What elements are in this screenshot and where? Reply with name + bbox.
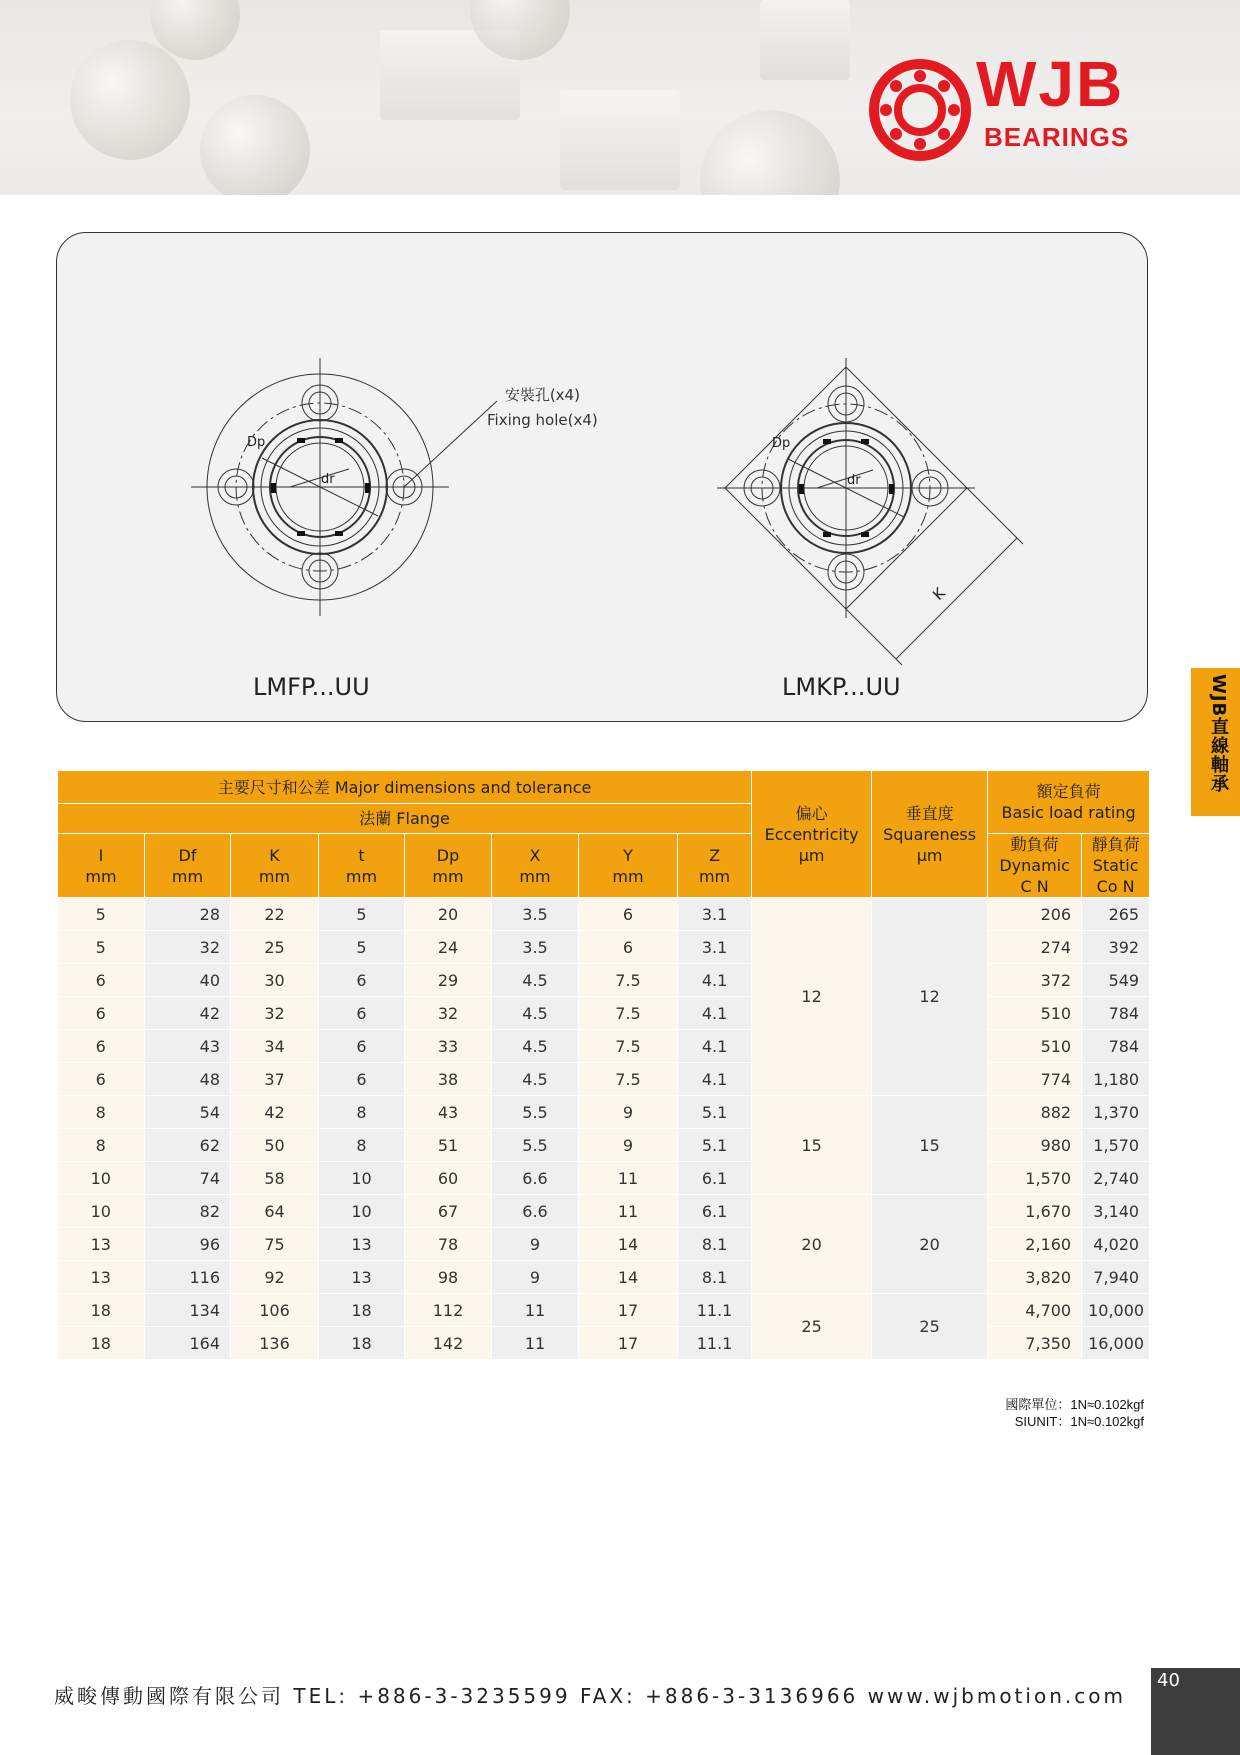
static-load-cell: 7,940: [1082, 1261, 1150, 1294]
table-cell: 40: [145, 964, 231, 997]
col-header: Dp mm: [405, 834, 492, 898]
table-cell: 10: [319, 1195, 405, 1228]
table-cell: 48: [145, 1063, 231, 1096]
unit-note-en: SIUNIT：1N≈0.102kgf: [1014, 1414, 1144, 1429]
eccentricity-cell: 20: [752, 1195, 872, 1294]
table-cell: 8: [319, 1096, 405, 1129]
table-cell: 17: [579, 1327, 678, 1360]
table-cell: 4.1: [678, 997, 752, 1030]
squareness-cell: 20: [872, 1195, 988, 1294]
table-cell: 112: [405, 1294, 492, 1327]
table-cell: 6: [579, 898, 678, 931]
eccentricity-header: 偏心 Eccentricity μm: [752, 771, 872, 898]
table-cell: 11: [492, 1294, 579, 1327]
dynamic-load-cell: 510: [988, 997, 1082, 1030]
table-cell: 17: [579, 1294, 678, 1327]
k-dimension-label: K: [929, 584, 949, 604]
table-cell: 74: [145, 1162, 231, 1195]
table-cell: 134: [145, 1294, 231, 1327]
table-cell: 4.1: [678, 1063, 752, 1096]
bearing-logo-icon: [868, 58, 972, 162]
squareness-cell: 12: [872, 898, 988, 1096]
table-cell: 6.6: [492, 1162, 579, 1195]
table-cell: 33: [405, 1030, 492, 1063]
table-cell: 8: [58, 1129, 145, 1162]
table-cell: 5.1: [678, 1096, 752, 1129]
table-cell: 78: [405, 1228, 492, 1261]
table-cell: 43: [145, 1030, 231, 1063]
static-load-cell: 549: [1082, 964, 1150, 997]
table-cell: 6: [319, 964, 405, 997]
table-cell: 20: [405, 898, 492, 931]
table-cell: 5: [58, 898, 145, 931]
bearing-photo: [70, 40, 190, 160]
col-header: I mm: [58, 834, 145, 898]
dp-label-left: Dp: [247, 435, 266, 450]
spec-table: [57, 770, 1150, 1360]
fixing-hole-label: [487, 383, 598, 433]
table-cell: 6.1: [678, 1162, 752, 1195]
pillow-block-photo: [560, 90, 680, 190]
table-cell: 67: [405, 1195, 492, 1228]
table-cell: 6.6: [492, 1195, 579, 1228]
table-cell: 8: [319, 1129, 405, 1162]
table-cell: 22: [231, 898, 319, 931]
table-cell: 6: [58, 1030, 145, 1063]
col-header: Z mm: [678, 834, 752, 898]
table-cell: 5: [58, 931, 145, 964]
table-cell: 9: [492, 1228, 579, 1261]
table-cell: 7.5: [579, 1063, 678, 1096]
table-cell: 29: [405, 964, 492, 997]
table-cell: 10: [319, 1162, 405, 1195]
table-cell: 6: [319, 997, 405, 1030]
table-cell: 18: [58, 1327, 145, 1360]
table-cell: 82: [145, 1195, 231, 1228]
table-cell: 18: [319, 1327, 405, 1360]
dynamic-load-cell: 372: [988, 964, 1082, 997]
major-dimensions-header: 主要尺寸和公差 Major dimensions and tolerance: [58, 771, 752, 804]
table-cell: 3.5: [492, 898, 579, 931]
table-row: [58, 1195, 1150, 1228]
brand-logo: [868, 48, 1158, 162]
table-row: [58, 898, 1150, 931]
table-cell: 34: [231, 1030, 319, 1063]
table-cell: 142: [405, 1327, 492, 1360]
table-cell: 18: [319, 1294, 405, 1327]
dynamic-load-cell: 774: [988, 1063, 1082, 1096]
unit-note-cn: 國際單位：1N≈0.102kgf: [1005, 1397, 1144, 1412]
table-cell: 42: [145, 997, 231, 1030]
footer-contact: 威畯傳動國際有限公司 TEL: +886-3-3235599 FAX: +886-3-3136966 www.wjbmotion.com: [54, 1684, 1126, 1708]
technical-drawing: [57, 233, 1149, 723]
static-load-header: 靜負荷 Static Co N: [1082, 834, 1150, 898]
static-load-cell: 2,740: [1082, 1162, 1150, 1195]
page-number-box: [1151, 1668, 1240, 1755]
table-cell: 43: [405, 1096, 492, 1129]
table-cell: 28: [145, 898, 231, 931]
brand-subtitle: BEARINGS: [984, 122, 1130, 152]
col-header: X mm: [492, 834, 579, 898]
table-cell: 9: [579, 1129, 678, 1162]
dynamic-load-cell: 980: [988, 1129, 1082, 1162]
col-header: Y mm: [579, 834, 678, 898]
table-cell: 10: [58, 1195, 145, 1228]
table-cell: 42: [231, 1096, 319, 1129]
table-cell: 60: [405, 1162, 492, 1195]
table-cell: 11: [579, 1162, 678, 1195]
load-rating-header: 額定負荷 Basic load rating: [988, 771, 1150, 834]
table-cell: 9: [579, 1096, 678, 1129]
static-load-cell: 1,180: [1082, 1063, 1150, 1096]
spec-table-body: [58, 898, 1150, 1360]
table-cell: 3.5: [492, 931, 579, 964]
table-cell: 14: [579, 1228, 678, 1261]
table-cell: 4.5: [492, 1063, 579, 1096]
bearing-photo: [700, 110, 840, 195]
table-cell: 11.1: [678, 1294, 752, 1327]
static-load-cell: 1,370: [1082, 1096, 1150, 1129]
fixing-hole-label-cn: 安裝孔(x4): [504, 386, 580, 404]
table-cell: 7.5: [579, 964, 678, 997]
table-cell: 13: [319, 1261, 405, 1294]
table-cell: 116: [145, 1261, 231, 1294]
table-cell: 13: [58, 1228, 145, 1261]
col-header: K mm: [231, 834, 319, 898]
table-cell: 6: [58, 997, 145, 1030]
table-cell: 6.1: [678, 1195, 752, 1228]
dynamic-load-cell: 274: [988, 931, 1082, 964]
table-cell: 30: [231, 964, 319, 997]
table-cell: 98: [405, 1261, 492, 1294]
page-number: 40: [1157, 1670, 1180, 1691]
table-cell: 10: [58, 1162, 145, 1195]
header-banner: [0, 0, 1240, 195]
dynamic-load-header: 動負荷 Dynamic C N: [988, 834, 1082, 898]
table-cell: 11: [579, 1195, 678, 1228]
squareness-cell: 25: [872, 1294, 988, 1360]
table-row: [58, 1294, 1150, 1327]
brand-name: WJB: [976, 48, 1125, 120]
unit-note: [1005, 1396, 1144, 1430]
table-cell: 18: [58, 1294, 145, 1327]
static-load-cell: 265: [1082, 898, 1150, 931]
table-cell: 14: [579, 1261, 678, 1294]
table-cell: 7.5: [579, 1030, 678, 1063]
static-load-cell: 3,140: [1082, 1195, 1150, 1228]
dynamic-load-cell: 1,570: [988, 1162, 1082, 1195]
dr-label-left: dr: [321, 472, 335, 487]
table-cell: 4.5: [492, 997, 579, 1030]
bearing-photo: [200, 95, 310, 195]
table-cell: 6: [319, 1030, 405, 1063]
dynamic-load-cell: 3,820: [988, 1261, 1082, 1294]
table-cell: 62: [145, 1129, 231, 1162]
table-cell: 164: [145, 1327, 231, 1360]
table-cell: 136: [231, 1327, 319, 1360]
table-cell: 11.1: [678, 1327, 752, 1360]
table-cell: 5.5: [492, 1129, 579, 1162]
table-cell: 106: [231, 1294, 319, 1327]
table-cell: 96: [145, 1228, 231, 1261]
drawing-panel: [56, 232, 1148, 722]
table-cell: 3.1: [678, 931, 752, 964]
shaft-support-photo: [760, 0, 850, 80]
table-cell: 6: [58, 964, 145, 997]
table-cell: 32: [405, 997, 492, 1030]
table-row: [58, 1096, 1150, 1129]
table-cell: 38: [405, 1063, 492, 1096]
table-cell: 5: [319, 898, 405, 931]
static-load-cell: 1,570: [1082, 1129, 1150, 1162]
table-cell: 8: [58, 1096, 145, 1129]
table-cell: 24: [405, 931, 492, 964]
table-cell: 5.5: [492, 1096, 579, 1129]
table-cell: 4.5: [492, 964, 579, 997]
squareness-header: 垂直度 Squareness μm: [872, 771, 988, 898]
dynamic-load-cell: 4,700: [988, 1294, 1082, 1327]
dynamic-load-cell: 2,160: [988, 1228, 1082, 1261]
table-cell: 7.5: [579, 997, 678, 1030]
eccentricity-cell: 25: [752, 1294, 872, 1360]
dynamic-load-cell: 510: [988, 1030, 1082, 1063]
table-cell: 6: [319, 1063, 405, 1096]
model-label-lmfp: LMFP...UU: [253, 673, 370, 701]
static-load-cell: 10,000: [1082, 1294, 1150, 1327]
table-cell: 13: [319, 1228, 405, 1261]
table-cell: 8.1: [678, 1261, 752, 1294]
dynamic-load-cell: 882: [988, 1096, 1082, 1129]
dynamic-load-cell: 1,670: [988, 1195, 1082, 1228]
dynamic-load-cell: 206: [988, 898, 1082, 931]
col-header: t mm: [319, 834, 405, 898]
side-section-tab: [1191, 668, 1240, 816]
model-label-lmkp: LMKP...UU: [782, 673, 901, 701]
table-cell: 4.5: [492, 1030, 579, 1063]
side-tab-label: WJB直線軸承: [1208, 674, 1229, 794]
eccentricity-cell: 15: [752, 1096, 872, 1195]
table-cell: 9: [492, 1261, 579, 1294]
dp-label-right: Dp: [772, 436, 791, 451]
static-load-cell: 392: [1082, 931, 1150, 964]
static-load-cell: 16,000: [1082, 1327, 1150, 1360]
table-cell: 25: [231, 931, 319, 964]
flange-header: 法蘭 Flange: [58, 804, 752, 834]
table-cell: 6: [58, 1063, 145, 1096]
static-load-cell: 784: [1082, 1030, 1150, 1063]
table-cell: 92: [231, 1261, 319, 1294]
table-cell: 75: [231, 1228, 319, 1261]
table-cell: 4.1: [678, 1030, 752, 1063]
eccentricity-cell: 12: [752, 898, 872, 1096]
static-load-cell: 784: [1082, 997, 1150, 1030]
table-cell: 11: [492, 1327, 579, 1360]
table-cell: 37: [231, 1063, 319, 1096]
table-cell: 6: [579, 931, 678, 964]
table-cell: 54: [145, 1096, 231, 1129]
table-cell: 51: [405, 1129, 492, 1162]
table-cell: 8.1: [678, 1228, 752, 1261]
table-cell: 13: [58, 1261, 145, 1294]
dr-label-right: dr: [847, 473, 861, 488]
dynamic-load-cell: 7,350: [988, 1327, 1082, 1360]
table-cell: 5: [319, 931, 405, 964]
table-cell: 64: [231, 1195, 319, 1228]
fixing-hole-label-en: Fixing hole(x4): [487, 411, 598, 429]
table-cell: 5.1: [678, 1129, 752, 1162]
col-header: Df mm: [145, 834, 231, 898]
table-cell: 4.1: [678, 964, 752, 997]
table-cell: 3.1: [678, 898, 752, 931]
table-cell: 32: [145, 931, 231, 964]
table-cell: 32: [231, 997, 319, 1030]
squareness-cell: 15: [872, 1096, 988, 1195]
static-load-cell: 4,020: [1082, 1228, 1150, 1261]
table-cell: 58: [231, 1162, 319, 1195]
table-cell: 50: [231, 1129, 319, 1162]
